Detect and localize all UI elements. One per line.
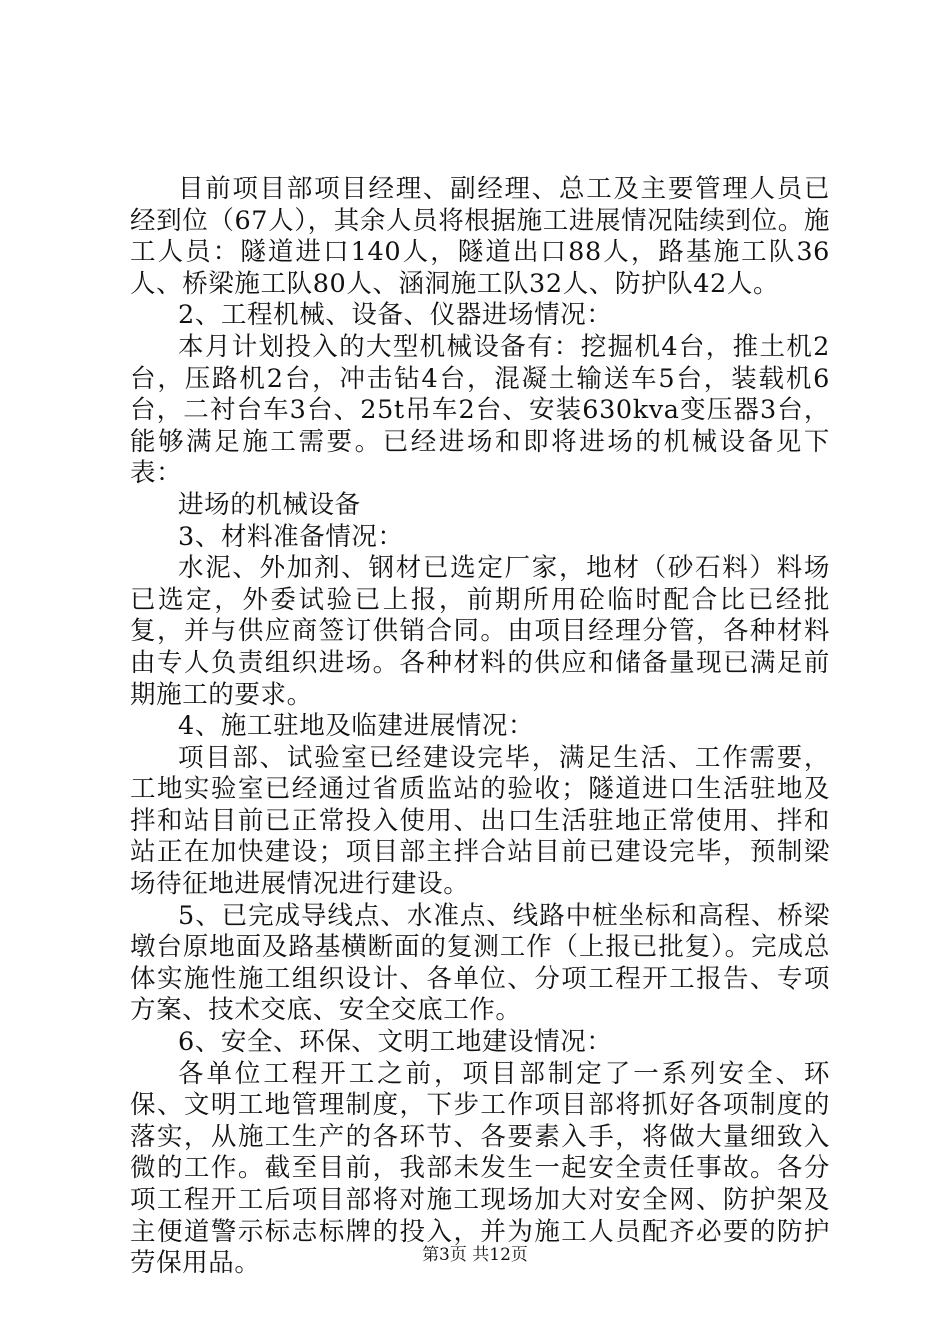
paragraph-staffing: 目前项目部项目经理、副经理、总工及主要管理人员已经到位（67人），其余人员将根据施工进展情况陆续到位。施工人员：隧道进口140人，隧道出口88人，路基施工队36人、桥梁施工队80人、涵洞施工队32人、防护队42人。 [130,174,830,299]
paragraph-materials: 水泥、外加剂、钢材已选定厂家，地材（砂石料）料场已选定，外委试验已上报，前期所用砼临时配合比已经批复，并与供应商签订供销合同。由项目经理分管，各种材料由专人负责组织进场。各种材料的供应和储备量现已满足前期施工的要求。 [130,553,830,710]
page-number-footer: 第3页 共12页 [422,1245,528,1265]
heading-safety: 6、安全、环保、文明工地建设情况： [178,1027,613,1058]
paragraph-safety: 各单位工程开工之前，项目部制定了一系列安全、环保、文明工地管理制度，下步工作项目部将抓好各项制度的落实，从施工生产的各环节、各要素入手，将做大量细致入微的工作。截至目前，我部未发生一起安全责任事故。各分项工程开工后项目部将对施工现场加大对安全网、防护架及主便道警示标志标牌的投入，并为施工人员配齐必要的防护劳保用品。 [130,1058,830,1279]
paragraph-machinery: 本月计划投入的大型机械设备有：挖掘机4台，推土机2台，压路机2台，冲击钻4台，混凝土输送车5台，装载机6台，二衬台车3台、25t吊车2台、安装630kva变压器3台，能够满足施工需要。已经进场和即将进场的机械设备见下表： [130,331,830,489]
paragraph-site-camp: 项目部、试验室已经建设完毕，满足生活、工作需要，工地实验室已经通过省质监站的验收；隧道进口生活驻地及拌和站目前已正常投入使用、出口生活驻地正常使用、拌和站正在加快建设；项目部主拌合站目前已建设完毕，预制梁场待征地进展情况进行建设。 [130,742,830,900]
heading-materials: 3、材料准备情况： [178,521,404,552]
paragraph-survey: 5、已完成导线点、水准点、线路中桩坐标和高程、桥梁墩台原地面及路基横断面的复测工作（上报已批复）。完成总体实施性施工组织设计、各单位、分项工程开工报告、专项方案、技术交底、安全交底工作。 [130,900,830,1026]
caption-machinery-table: 进场的机械设备 [178,489,361,520]
document-body [130,174,830,1280]
heading-site-camp: 4、施工驻地及临建进展情况： [178,711,535,742]
heading-machinery: 2、工程机械、设备、仪器进场情况： [178,300,613,331]
